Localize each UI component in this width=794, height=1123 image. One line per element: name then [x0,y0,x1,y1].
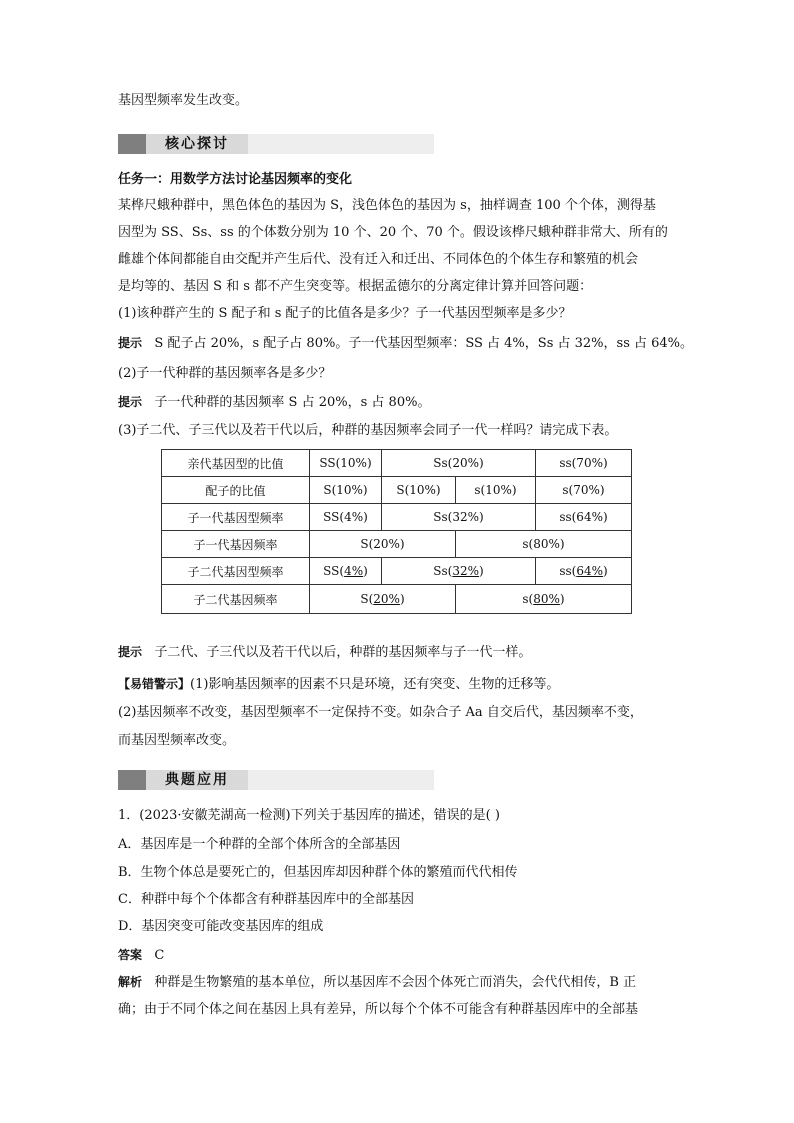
paragraph-line: 因型为 SS、Ss、ss 的个体数分别为 10 个、20 个、70 个。假设该桦尺蛾种群非常大、所有的 [118,225,668,240]
table-cell: S(10%) [310,477,382,504]
cell-prefix: ss( [559,564,577,578]
table-cell: 子一代基因型频率 [162,504,310,531]
table-row [162,531,632,558]
hint-2 [118,393,430,412]
section-title: 典题应用 [165,772,229,788]
warning-text: (1)影响基因频率的因素不只是环境，还有突变、生物的迁移等。 [190,677,560,692]
table-row [162,504,632,531]
table-cell: S(20%) [310,531,456,558]
table-cell: ss(64%) [536,504,632,531]
analysis-1 [118,973,636,992]
option-b: B．生物个体总是要死亡的，但基因库却因种群个体的繁殖而代代相传 [118,865,518,880]
table-cell: Ss(20%) [382,450,536,477]
paragraph-line: 某桦尺蛾种群中，黑色体色的基因为 S，浅色体色的基因为 s，抽样调查 100 个个体，测得基 [118,198,656,213]
answer [118,946,164,965]
table-cell [536,558,632,585]
table-cell: Ss(32%) [382,504,536,531]
hint-label: 提示 [118,395,143,409]
filled-answer: 20% [373,592,400,606]
table-cell: 子二代基因频率 [162,585,310,614]
hint-label: 提示 [118,336,143,350]
cell-suffix: ) [363,564,368,578]
table-cell: s(70%) [536,477,632,504]
table-cell: SS(4%) [310,504,382,531]
gene-frequency-table [161,449,632,614]
question-1: (1)该种群产生的 S 配子和 s 配子的比值各是多少？子一代基因型频率是多少？ [118,306,572,321]
table-cell [456,585,632,614]
paragraph-line: 是均等的、基因 S 和 s 都不产生突变等。根据孟德尔的分离定律计算并回答问题： [118,279,593,294]
hint-label: 提示 [118,645,143,659]
cell-prefix: s( [522,592,534,606]
cell-suffix: ) [399,592,405,606]
hint-text: 子二代、子三代以及若干代以后，种群的基因频率与子一代一样。 [154,645,532,660]
question-stem: 1．(2023·安徽芜湖高一检测)下列关于基因库的描述，错误的是( ) [118,808,500,823]
table-cell: 子二代基因型频率 [162,558,310,585]
cell-suffix: ) [559,592,565,606]
option-a: A．基因库是一个种群的全部个体所含的全部基因 [118,837,401,852]
cell-prefix: S( [360,592,374,606]
analysis-2: 确；由于不同个体之间在基因上具有差异，所以每个个体不可能含有种群基因库中的全部基 [118,1002,639,1017]
analysis-label: 解析 [118,975,143,989]
table-row [162,558,632,585]
question-2: (2)子一代种群的基因频率各是多少？ [118,366,332,381]
cell-prefix: SS( [323,564,345,578]
section-header-core [118,134,434,154]
warning-2: (2)基因频率不改变，基因型频率不一定保持不变。如杂合子 Aa 自交后代，基因频率不变， [118,705,643,720]
table-cell: s(10%) [456,477,536,504]
hint-text: S 配子占 20%，s 配子占 80%。子一代基因型频率：SS 占 4%，Ss 占 32%，ss 占 64%。 [154,336,694,351]
top-line: 基因型频率发生改变。 [118,93,249,108]
analysis-text: 种群是生物繁殖的基本单位，所以基因库不会因个体死亡而消失，会代代相传，B 正 [154,975,637,990]
option-d: D．基因突变可能改变基因库的组成 [118,919,324,934]
warning-label: 【易错警示】 [118,677,191,691]
table-cell [382,558,536,585]
hint-3 [118,643,531,662]
task-title: 任务一：用数学方法讨论基因频率的变化 [118,172,353,187]
filled-answer: 4% [344,564,364,578]
table-cell: 配子的比值 [162,477,310,504]
table-cell: 子一代基因频率 [162,531,310,558]
cell-prefix: Ss( [433,564,453,578]
paragraph-line: 雌雄个体间都能自由交配并产生后代、没有迁入和迁出、不同体色的个体生存和繁殖的机会 [118,252,639,267]
warning-3: 而基因型频率改变。 [118,733,236,748]
answer-value: C [154,948,165,963]
section-title: 核心探讨 [165,136,229,152]
answer-label: 答案 [118,948,143,962]
hint-1 [118,334,693,353]
question-3: (3)子二代、子三代以及若干代以后，种群的基因频率会同子一代一样吗？请完成下表。 [118,423,618,438]
table-cell [310,585,456,614]
table-row [162,477,632,504]
table-cell: ss(70%) [536,450,632,477]
option-c: C．种群中每个个体都含有种群基因库中的全部基因 [118,892,414,907]
warning-1 [118,675,559,694]
filled-answer: 80% [533,592,560,606]
cell-suffix: ) [602,564,608,578]
table-row [162,585,632,614]
filled-answer: 32% [452,564,480,578]
cell-suffix: ) [479,564,484,578]
filled-answer: 64% [576,564,603,578]
table-cell: 亲代基因型的比值 [162,450,310,477]
table-cell [310,558,382,585]
table-cell: S(10%) [382,477,456,504]
table-cell: s(80%) [456,531,632,558]
hint-text: 子一代种群的基因频率 S 占 20%，s 占 80%。 [154,395,431,410]
section-header-examples [118,770,434,790]
table-cell: SS(10%) [310,450,382,477]
table-row [162,450,632,477]
